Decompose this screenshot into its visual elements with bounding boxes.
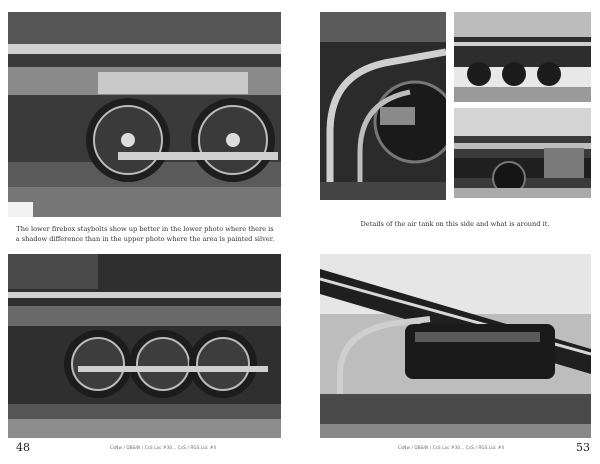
footer-left: CsNw / DB&W / CsS Loc #30... CsS / RGS Loc #4	[110, 445, 217, 450]
photo-bottom-left-drivers	[8, 254, 281, 438]
photo-air-tank-pipes	[320, 12, 446, 200]
photo-top-left-drivers	[8, 12, 281, 217]
page-number-right: 53	[576, 441, 590, 454]
footer-right: CsNw / DB&W / CsS Loc #30... CsS / RGS Loc #4	[398, 445, 505, 450]
left-caption: The lower firebox staybolts show up better in the lower photo where there is a shadow difference than in the upper photo where the area is painted silver.	[15, 225, 275, 243]
photo-locomotive-side	[454, 12, 591, 102]
page-number-left: 48	[16, 441, 30, 454]
right-page	[300, 0, 600, 464]
photo-valve-gear	[454, 108, 591, 198]
photo-air-tank-side	[320, 254, 591, 438]
right-caption: Details of the air tank on this side and what is around it.	[360, 220, 550, 228]
